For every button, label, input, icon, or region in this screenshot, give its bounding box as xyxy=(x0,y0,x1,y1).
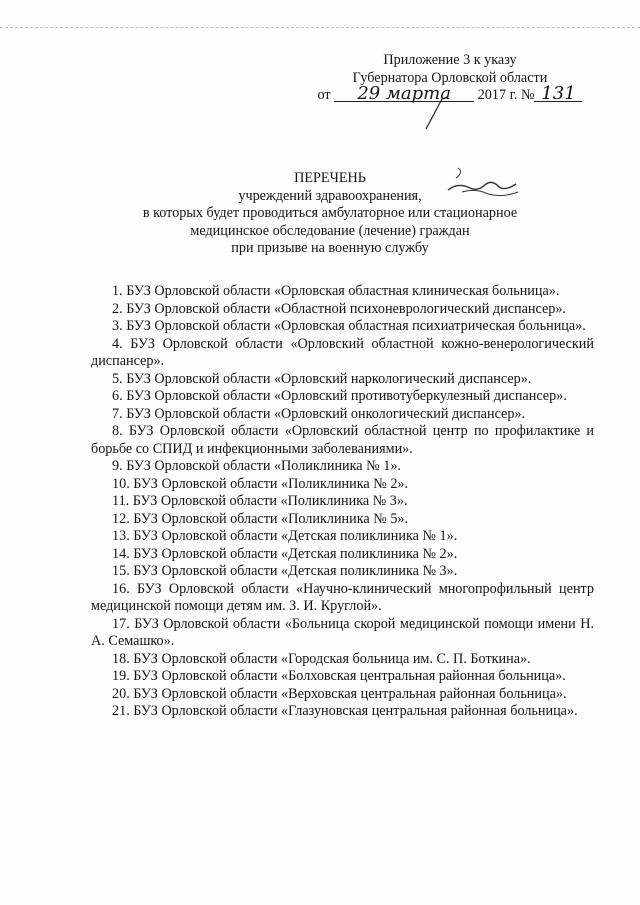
list-item: 1. БУЗ Орловской области «Орловская областная клиническая больница». xyxy=(112,283,560,299)
number-prefix: № xyxy=(520,87,535,103)
appendix-line-1: Приложение 3 к указу xyxy=(383,52,517,68)
title-line-2: в которых будет проводиться амбулаторное или стационарное xyxy=(142,205,518,221)
list-item: 12. БУЗ Орловской области «Поликлиника № 5». xyxy=(112,510,409,527)
handwritten-mark-icon xyxy=(418,166,528,206)
list-item: 20. БУЗ Орловской области «Верховская центральная районная больница». xyxy=(112,685,567,702)
title-line-1: учреждений здравоохранения, xyxy=(238,187,422,204)
appendix-line-2: Губернатора Орловской области xyxy=(352,69,548,86)
list-item: 19. БУЗ Орловской области «Болховская центральная районная больница». xyxy=(112,668,566,684)
list-item: 13. БУЗ Орловской области «Детская поликлиника № 1». xyxy=(112,528,458,544)
scan-edge-line xyxy=(0,27,640,28)
title-line-3: медицинское обследование (лечение) граждан xyxy=(190,222,470,239)
institution-list xyxy=(91,283,594,721)
list-item: 14. БУЗ Орловской области «Детская поликлиника № 2». xyxy=(112,545,458,562)
list-item: 7. БУЗ Орловской области «Орловский онкологический диспансер». xyxy=(112,405,526,422)
list-item: 11. БУЗ Орловской области «Поликлиника № 3». xyxy=(112,493,408,509)
list-item: 5. БУЗ Орловской области «Орловский наркологический диспансер». xyxy=(112,370,532,387)
list-item: 8. БУЗ Орловской области «Орловский областной центр по профилактике и борьбе со СПИД и инфекционными заболеваниями». xyxy=(91,423,594,457)
list-item: 4. БУЗ Орловской области «Орловский областной кожно-венерологический диспансер». xyxy=(91,335,594,369)
title-heading: ПЕРЕЧЕНЬ xyxy=(294,170,366,186)
date-handwritten: 29 марта xyxy=(334,87,474,102)
list-item: 21. БУЗ Орловской области «Глазуновская центральная районная больница». xyxy=(112,703,578,719)
list-item: 6. БУЗ Орловской области «Орловский противотуберкулезный диспансер». xyxy=(112,388,567,404)
date-prefix: от xyxy=(317,87,331,103)
list-item: 2. БУЗ Орловской области «Областной психоневрологический диспансер». xyxy=(112,300,566,317)
list-item: 3. БУЗ Орловской области «Орловская областная психиатрическая больница». xyxy=(112,318,586,334)
signature-stroke-icon xyxy=(420,95,450,135)
list-item: 18. БУЗ Орловской области «Городская больница им. С. П. Боткина». xyxy=(112,650,531,667)
list-item: 16. БУЗ Орловской области «Научно-клинический многопрофильный центр медицинской помощи детям им. З. И. Круглой». xyxy=(91,580,594,614)
appendix-header xyxy=(300,52,600,105)
title-line-4: при призыве на военную службу xyxy=(231,240,429,256)
appendix-date-line xyxy=(300,83,600,105)
number-handwritten: 131 xyxy=(534,87,582,102)
list-item: 17. БУЗ Орловской области «Больница скорой медицинской помощи имени Н. А. Семашко». xyxy=(91,615,594,649)
list-item: 10. БУЗ Орловской области «Поликлиника № 2». xyxy=(112,475,409,492)
list-item: 15. БУЗ Орловской области «Детская поликлиника № 3». xyxy=(112,563,458,579)
date-year: 2017 г. xyxy=(477,87,518,103)
list-item: 9. БУЗ Орловской области «Поликлиника № 1». xyxy=(112,458,401,474)
